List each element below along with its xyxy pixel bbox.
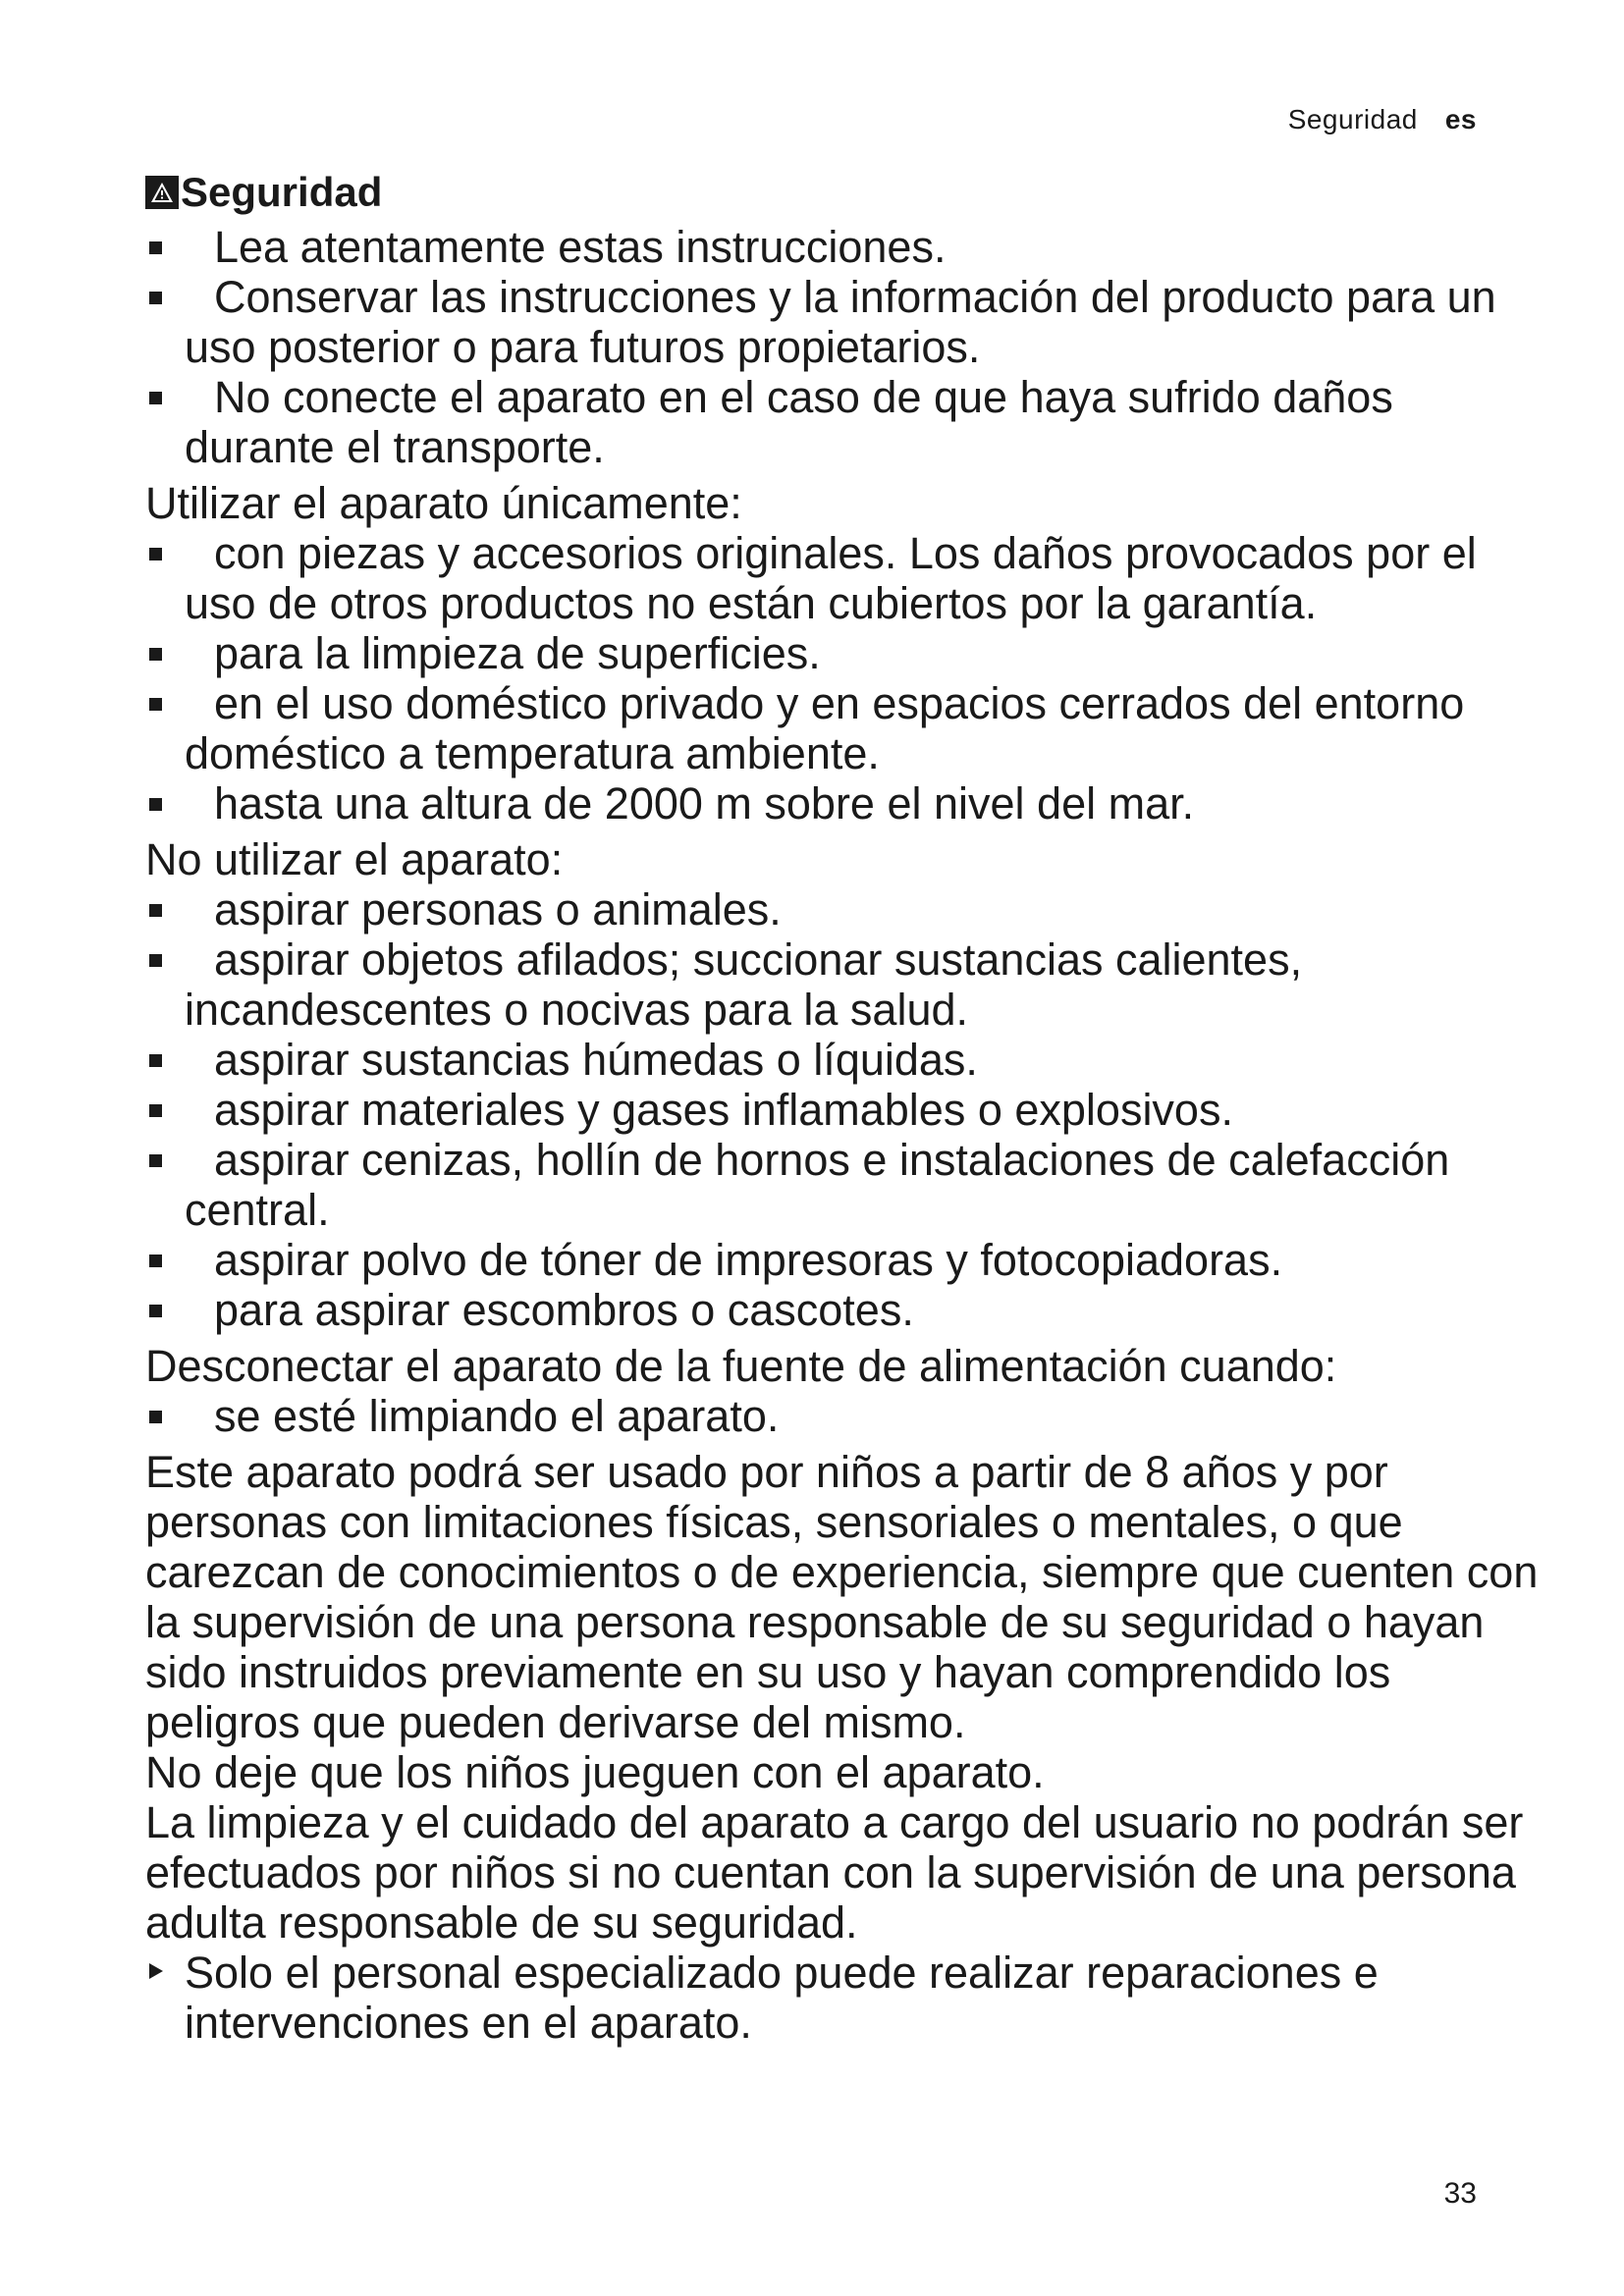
- page-number: 33: [1443, 2177, 1477, 2210]
- list-item: Conservar las instrucciones y la información del producto para un uso posterior o para futuros propietarios.: [145, 272, 1540, 372]
- disconnect-heading: Desconectar el aparato de la fuente de alimentación cuando:: [145, 1341, 1337, 1391]
- list-item: para aspirar escombros o cascotes.: [145, 1285, 1540, 1335]
- square-bullet-icon: [149, 1255, 162, 1267]
- list-item: en el uso doméstico privado y en espacios cerrados del entorno doméstico a temperatura ambiente.: [145, 678, 1540, 778]
- square-bullet-icon: [149, 904, 162, 917]
- list-item: aspirar objetos afilados; succionar sustancias calientes, incandescentes o nocivas para la salud.: [145, 934, 1540, 1035]
- page-content: [145, 163, 1540, 2048]
- list-item: con piezas y accesorios originales. Los daños provocados por el uso de otros productos no están cubiertos por la garantía.: [145, 528, 1540, 628]
- square-bullet-icon: [149, 648, 162, 661]
- list-item: aspirar personas o animales.: [145, 884, 1540, 934]
- list-item: aspirar polvo de tóner de impresoras y fotocopiadoras.: [145, 1235, 1540, 1285]
- list-item: aspirar sustancias húmedas o líquidas.: [145, 1035, 1540, 1085]
- do-not-heading: No utilizar el aparato:: [145, 834, 564, 884]
- header-language: es: [1444, 104, 1477, 134]
- children-paragraph: Este aparato podrá ser usado por niños a partir de 8 años y por personas con limitaciones físicas, sensoriales o mentales, o que carezcan de conocimientos o de experiencia, siempre que cuenten con la supervisión de una persona responsable de su seguridad o hayan sido instruidos previamente en su uso y hayan comprendido los peligros que pueden derivarse del mismo.: [145, 1447, 1539, 1747]
- disconnect-list: [145, 1391, 1540, 1441]
- list-item: No conecte el aparato en el caso de que haya sufrido daños durante el transporte.: [145, 372, 1540, 472]
- action-item-text: Solo el personal especializado puede realizar reparaciones e intervenciones en el aparato.: [185, 1948, 1379, 2048]
- square-bullet-icon: [149, 954, 162, 967]
- list-item: Lea atentamente estas instrucciones.: [145, 222, 1540, 272]
- no-play-paragraph: No deje que los niños jueguen con el aparato.: [145, 1747, 1045, 1797]
- action-item: [145, 1948, 1540, 2048]
- do-not-list: [145, 884, 1540, 1335]
- list-item: aspirar materiales y gases inflamables o explosivos.: [145, 1085, 1540, 1135]
- list-item: hasta una altura de 2000 m sobre el nivel del mar.: [145, 778, 1540, 828]
- square-bullet-icon: [149, 548, 162, 561]
- square-bullet-icon: [149, 698, 162, 711]
- square-bullet-icon: [149, 392, 162, 404]
- square-bullet-icon: [149, 241, 162, 254]
- section-title: [145, 163, 1540, 222]
- list-item: se esté limpiando el aparato.: [145, 1391, 1540, 1441]
- intro-list: [145, 222, 1540, 472]
- square-bullet-icon: [149, 798, 162, 811]
- square-bullet-icon: [149, 292, 162, 304]
- square-bullet-icon: [149, 1054, 162, 1067]
- list-item: para la limpieza de superficies.: [145, 628, 1540, 678]
- list-item: aspirar cenizas, hollín de hornos e instalaciones de calefacción central.: [145, 1135, 1540, 1235]
- triangle-arrow-icon: [149, 1963, 163, 1979]
- square-bullet-icon: [149, 1305, 162, 1317]
- section-title-text: Seguridad: [181, 169, 383, 215]
- warning-icon: [145, 176, 179, 209]
- running-header: [1288, 104, 1477, 135]
- use-only-list: [145, 528, 1540, 828]
- square-bullet-icon: [149, 1154, 162, 1167]
- square-bullet-icon: [149, 1104, 162, 1117]
- header-section: Seguridad: [1287, 104, 1418, 134]
- cleaning-paragraph: La limpieza y el cuidado del aparato a cargo del usuario no podrán ser efectuados por niños si no cuentan con la supervisión de una persona adulta responsable de su seguridad.: [145, 1797, 1524, 1948]
- use-only-heading: Utilizar el aparato únicamente:: [145, 478, 742, 528]
- square-bullet-icon: [149, 1411, 162, 1423]
